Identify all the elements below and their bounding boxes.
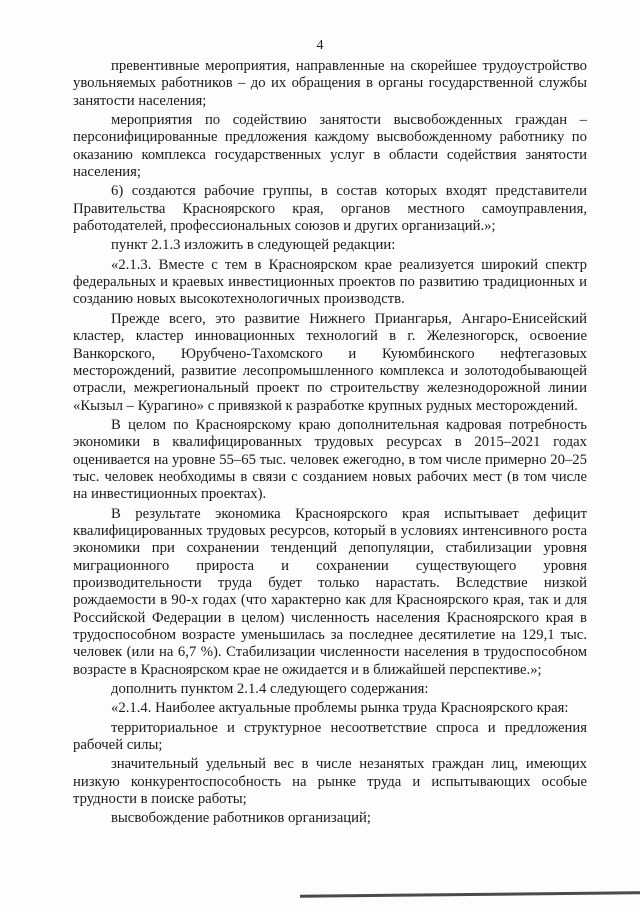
scan-edge-line [300, 891, 640, 898]
paragraph: высвобождение работников организаций; [111, 810, 371, 827]
paragraph: «2.1.3. Вместе с тем в Красноярском крае реализуется широкий спектр федеральных и краевых инвестиционных проектов по развитию традиционных и созданию новых высокотехнологичных производств. [73, 256, 587, 308]
paragraph: территориальное и структурное несоответствие спроса и предложения рабочей силы; [73, 719, 587, 754]
paragraph: значительный удельный вес в числе незанятых граждан лиц, имеющих низкую конкурентоспособность на рынке труда и испытывающих особые трудности в поиске работы; [73, 756, 587, 808]
paragraph: «2.1.4. Наиболее актуальные проблемы рынка труда Красноярского края: [111, 700, 569, 717]
paragraph: В целом по Красноярскому краю дополнительная кадровая потребность экономики в квалифицированных трудовых ресурсах в 2015–2021 годах оценивается на уровне 55–65 тыс. человек ежегодно, в том числе примерно 20–25 тыс. человек необходимы в связи с созданием новых рабочих мест (в том числе на инвестиционных проектах). [73, 416, 587, 503]
paragraph: пункт 2.1.3 изложить в следующей редакции: [111, 237, 396, 254]
paragraph: мероприятия по содействию занятости высвобожденных граждан – персонифицированные предложения каждому высвобожденному работнику по оказанию комплекса государственных услуг в области содействия занятости населения; [73, 112, 587, 181]
document-body [73, 58, 587, 830]
paragraph: превентивные мероприятия, направленные на скорейшее трудоустройство увольняемых работников – до их обращения в органы государственной службы занятости населения; [73, 58, 587, 109]
page-number: 4 [316, 38, 324, 53]
paragraph: В результате экономика Красноярского края испытывает дефицит квалифицированных трудовых ресурсов, который в условиях интенсивного роста экономики при сохранении тенденций депопуляции, стабилизации уровня миграционного прироста и сохранении существующего уровня производительности труда будет только нарастать. Вследствие низкой рождаемости в 90-х годах (что характерно как для Красноярского края, так и для Российской Федерации в целом) численность населения Красноярского края в трудоспособном возрасте уменьшилась за последнее десятилетие на 129,1 тыс. человек (или на 6,7 %). Стабилизации численности населения в трудоспособном возрасте в Красноярском крае не ожидается и в ближайшей перспективе.»; [73, 505, 587, 678]
paragraph: дополнить пунктом 2.1.4 следующего содержания: [111, 681, 429, 698]
paragraph: Прежде всего, это развитие Нижнего Приангарья, Ангаро-Енисейский кластер, кластер инновационных технологий в г. Железногорск, освоение Ванкорского, Юрубчено-Тахомского и Куюмбинского нефтегазовых месторождений, развитие лесопромышленного комплекса и золотодобывающей отрасли, межрегиональный проект по строительству железнодорожной линии «Кызыл – Курагино» с привязкой к разработке крупных рудных месторождений. [73, 310, 587, 414]
paragraph: 6) создаются рабочие группы, в состав которых входят представители Правительства Красноярского края, органов местного самоуправления, работодателей, профессиональных союзов и других организаций.»; [73, 183, 587, 235]
